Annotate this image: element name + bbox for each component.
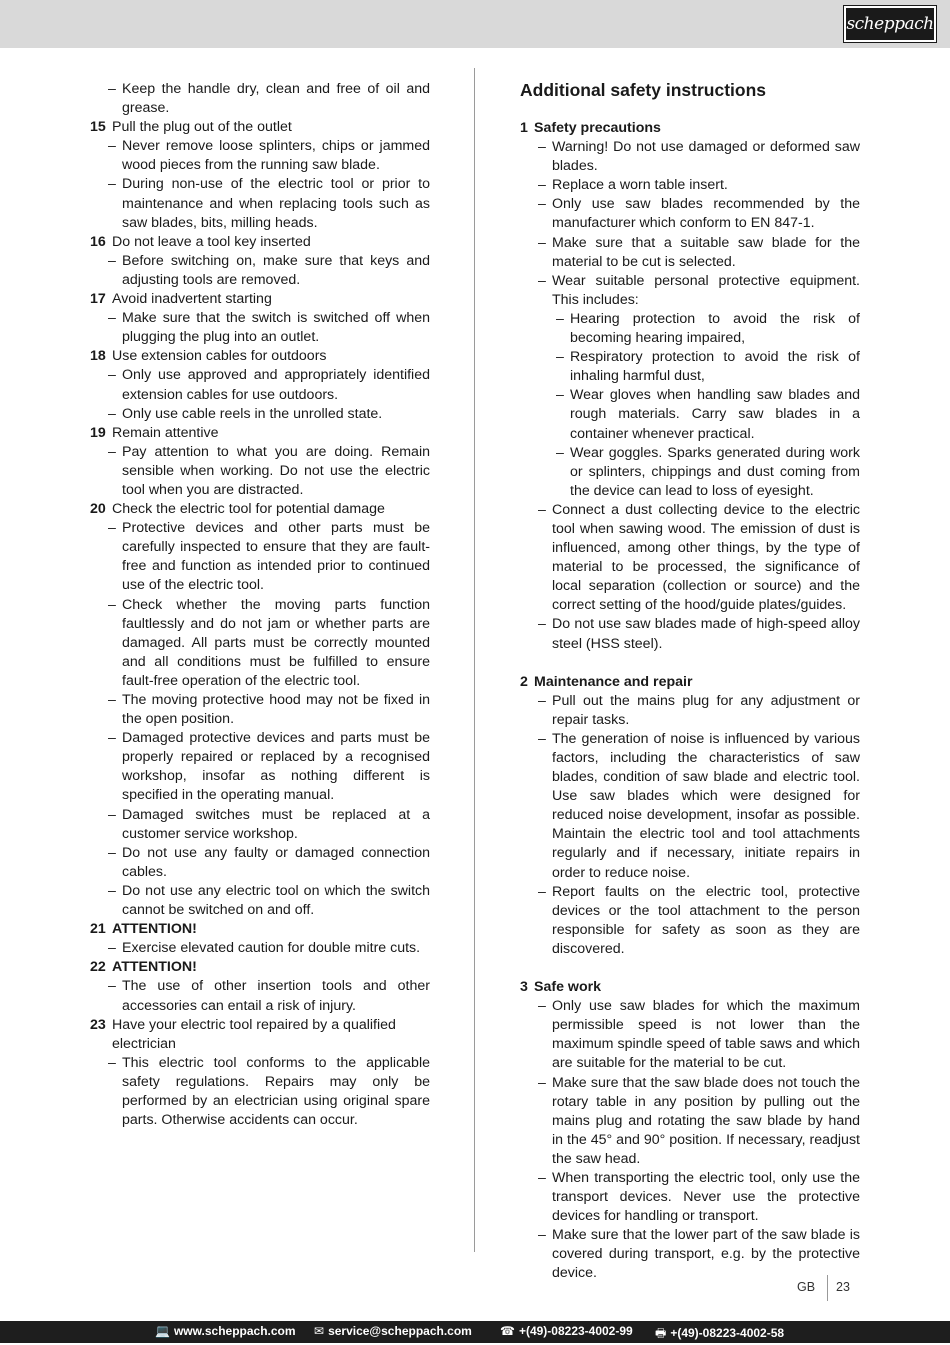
dash-bullet: – — [538, 730, 546, 747]
instruction-title: Pull the plug out of the outlet — [112, 119, 292, 136]
bullet-text: Wear goggles. Sparks generated during work or splinters, chippings and dust coming from the device can lead to loss of eyesight. — [570, 444, 860, 499]
bullet-item — [90, 519, 430, 595]
dash-bullet: – — [538, 139, 546, 156]
bullet-item — [90, 252, 430, 290]
dash-bullet: – — [556, 387, 564, 404]
bullet-text: Report faults on the electric tool, protective devices or the tool attachment to the person responsible for safety as soon as they are discovered. — [552, 883, 860, 957]
bullet-item — [90, 729, 430, 805]
instruction-number: 20 — [90, 501, 106, 518]
bullet-item — [90, 939, 430, 958]
fax-contact — [655, 1324, 784, 1345]
dash-bullet: – — [108, 310, 116, 327]
section-title-row — [520, 673, 860, 692]
numbered-instruction — [90, 500, 430, 519]
bullet-item — [520, 1226, 860, 1283]
dash-bullet: – — [108, 730, 116, 747]
dash-bullet: – — [108, 443, 116, 460]
bullet-text: Exercise elevated caution for double mitre cuts. — [122, 940, 421, 957]
dash-bullet: – — [108, 138, 116, 155]
bullet-text: Keep the handle dry, clean and free of oil and grease. — [122, 81, 430, 117]
dash-bullet: – — [108, 844, 116, 861]
bullet-item — [90, 691, 430, 729]
section-spacer — [520, 959, 860, 978]
bullet-text: Wear suitable personal protective equipment. This includes: — [552, 272, 860, 308]
dash-bullet: – — [556, 444, 564, 461]
bullet-text: Check whether the moving parts function faultlessly and do not jam or whether parts are damaged. All parts must be correctly mounted and all conditions must be fulfilled to ensure fault-free operation of the electric tool. — [122, 596, 430, 689]
column-divider — [474, 68, 475, 1252]
left-column — [90, 80, 430, 1130]
website-text: www.scheppach.com — [173, 1324, 296, 1338]
bullet-text: Protective devices and other parts must be carefully inspected to ensure that they are fault-free and function as intended prior to continued use of the electric tool. — [122, 520, 430, 594]
bullet-text: The moving protective hood may not be fixed in the open position. — [122, 692, 430, 728]
bullet-item — [520, 386, 860, 443]
instruction-number: 21 — [90, 921, 106, 938]
dash-bullet: – — [108, 405, 116, 422]
dash-bullet: – — [538, 1074, 546, 1091]
dash-bullet: – — [108, 882, 116, 899]
bullet-text: Damaged protective devices and parts must be properly repaired or replaced by a recognised workshop, insofar as nothing different is specified in the operating manual. — [122, 730, 430, 804]
bullet-text: Before switching on, make sure that keys and adjusting tools are removed. — [122, 252, 430, 288]
bullet-item — [520, 272, 860, 310]
dash-bullet: – — [556, 349, 564, 366]
bullet-text: Do not use any electric tool on which the switch cannot be switched on and off. — [122, 882, 430, 919]
section-title-row — [520, 119, 860, 138]
scheppach-logo: scheppach — [844, 6, 936, 42]
dash-bullet: – — [108, 806, 116, 823]
dash-bullet: – — [108, 81, 116, 97]
bullet-text: Do not use saw blades made of high-speed alloy steel (HSS steel). — [552, 616, 860, 652]
dash-bullet: – — [108, 940, 116, 957]
bullet-text: Respiratory protection to avoid the risk of inhaling harmful dust, — [570, 349, 860, 385]
bullet-item — [520, 615, 860, 653]
bullet-text: Make sure that the saw blade does not touch the rotary table in any position by pulling out the mains plug and rotating the saw blade by hand in the 45° and 90° position. If necessary, readjust the saw head. — [552, 1074, 860, 1167]
website-contact[interactable] — [155, 1324, 296, 1338]
bullet-item — [90, 137, 430, 175]
instruction-title: Check the electric tool for potential damage — [112, 501, 385, 518]
dash-bullet: – — [108, 978, 116, 995]
bullet-item — [90, 596, 430, 691]
bullet-item — [90, 882, 430, 920]
bullet-text: Never remove loose splinters, chips or jammed wood pieces from the running saw blade. — [122, 138, 430, 174]
top-header-bar — [0, 0, 950, 48]
instruction-title: ATTENTION! — [112, 921, 197, 938]
instruction-number: 15 — [90, 119, 106, 136]
numbered-instruction — [90, 920, 430, 939]
fax-text: +(49)-08223-4002-58 — [670, 1326, 785, 1340]
instruction-title: Remain attentive — [112, 424, 219, 441]
section-number: 1 — [520, 120, 528, 136]
instruction-title: ATTENTION! — [112, 959, 197, 976]
bullet-text: Wear gloves when handling saw blades and rough materials. Carry saw blades in a container whenever practical. — [570, 387, 860, 442]
numbered-instruction — [90, 958, 430, 977]
bullet-item — [520, 348, 860, 386]
phone-contact — [500, 1324, 633, 1338]
bullet-text: Only use saw blades for which the maximum permissible speed is not lower than the maximum spindle speed of table saws and which are suitable for the material to be cut. — [552, 998, 860, 1072]
fax-icon: 🖶 — [655, 1326, 667, 1340]
language-code: GB — [797, 1280, 816, 1294]
bullet-item — [90, 80, 430, 118]
bullet-item — [90, 977, 430, 1015]
envelope-icon: ✉ — [314, 1324, 325, 1338]
bullet-text: Make sure that a suitable saw blade for the material to be cut is selected. — [552, 234, 860, 270]
bullet-item — [520, 234, 860, 272]
bullet-text: Only use cable reels in the unrolled state. — [122, 405, 383, 422]
dash-bullet: – — [538, 234, 546, 251]
bullet-text: Replace a worn table insert. — [552, 177, 728, 194]
bullet-item — [520, 730, 860, 883]
contact-bar — [0, 1321, 950, 1343]
dash-bullet: – — [108, 692, 116, 708]
section-title: Safe work — [534, 979, 602, 996]
bullet-text: This electric tool conforms to the applicable safety regulations. Repairs may only be performed by an electrician using original spare parts. Otherwise accidents can occur. — [122, 1054, 430, 1129]
section-spacer — [520, 654, 860, 673]
bullet-item — [90, 309, 430, 347]
bullet-text: During non-use of the electric tool or prior to maintenance and when replacing tools such as saw blades, bits, milling heads. — [122, 176, 430, 231]
dash-bullet: – — [538, 177, 546, 194]
bullet-item — [520, 883, 860, 959]
right-column — [520, 80, 860, 1284]
bullet-text: Connect a dust collecting device to the electric tool when sawing wood. The emission of dust is influenced, among other things, by the type of material to be processed, the significance of local separation (collection or source) and the correct setting of the hood/guide plates/guides. — [552, 501, 860, 614]
section-title: Safety precautions — [534, 120, 661, 136]
instruction-title: Do not leave a tool key inserted — [112, 233, 311, 250]
bullet-item — [520, 195, 860, 233]
numbered-instruction — [90, 290, 430, 309]
dash-bullet: – — [538, 272, 546, 289]
dash-bullet: – — [538, 616, 546, 633]
numbered-instruction — [90, 1016, 430, 1054]
bullet-item — [520, 1169, 860, 1226]
section-heading: Additional safety instructions — [520, 80, 766, 100]
bullet-text: Only use saw blades recommended by the manufacturer which conform to EN 847-1. — [552, 196, 860, 232]
bullet-text: Make sure that the switch is switched off when plugging the plug into an outlet. — [122, 310, 430, 346]
bullet-item — [520, 176, 860, 195]
numbered-instruction — [90, 347, 430, 366]
dash-bullet: – — [108, 1054, 116, 1071]
dash-bullet: – — [538, 692, 546, 709]
bullet-item — [520, 692, 860, 730]
bullet-text: Only use approved and appropriately identified extension cables for use outdoors. — [122, 367, 430, 403]
bullet-text: Make sure that the lower part of the saw blade is covered during transport, e.g. by the protective device. — [552, 1227, 860, 1282]
bullet-text: When transporting the electric tool, only use the transport devices. Never use the protective devices for handling or transport. — [552, 1169, 860, 1225]
instruction-number: 23 — [90, 1016, 106, 1033]
bullet-text: Hearing protection to avoid the risk of becoming hearing impaired, — [570, 310, 860, 347]
bullet-item — [90, 405, 430, 424]
numbered-instruction — [90, 233, 430, 252]
instruction-title: Use extension cables for outdoors — [112, 348, 327, 365]
bullet-text: Do not use any faulty or damaged connection cables. — [122, 844, 430, 880]
section-number: 2 — [520, 673, 528, 690]
bullet-item — [520, 501, 860, 616]
dash-bullet: – — [538, 998, 546, 1015]
instruction-title: Have your electric tool repaired by a qualified electrician — [112, 1016, 396, 1052]
bullet-item — [90, 806, 430, 844]
bullet-text: Damaged switches must be replaced at a customer service workshop. — [122, 806, 430, 842]
bullet-item — [520, 444, 860, 501]
bullet-item — [520, 1074, 860, 1169]
dash-bullet: – — [538, 883, 546, 900]
instruction-number: 18 — [90, 348, 106, 365]
bullet-item — [520, 310, 860, 348]
dash-bullet: – — [538, 196, 546, 213]
bullet-text: Pull out the mains plug for any adjustment or repair tasks. — [552, 692, 860, 728]
section-number: 3 — [520, 979, 528, 996]
computer-icon: 💻 — [155, 1324, 170, 1338]
bullet-item — [90, 1054, 430, 1130]
section-title: Maintenance and repair — [534, 673, 693, 690]
dash-bullet: – — [108, 252, 116, 269]
numbered-instruction — [90, 424, 430, 443]
bullet-text: The generation of noise is influenced by various factors, including the characteristics of saw blades, condition of saw blade and electric tool. Use saw blades which were designed for reduced noise development, insofar as possible. Maintain the electric tool and tool attachments regularly and if necessary, initiate repairs in order to reduce noise. — [552, 730, 860, 881]
bullet-text: The use of other insertion tools and other accessories can entail a risk of injury. — [122, 978, 430, 1014]
email-contact[interactable] — [314, 1324, 472, 1338]
bullet-item — [90, 366, 430, 404]
dash-bullet: – — [108, 596, 116, 613]
phone-text: +(49)-08223-4002-99 — [518, 1324, 633, 1338]
bullet-text: Warning! Do not use damaged or deformed saw blades. — [552, 139, 860, 175]
instruction-number: 16 — [90, 233, 106, 250]
numbered-instruction — [90, 118, 430, 137]
section-title-row — [520, 978, 860, 997]
bullet-item — [520, 997, 860, 1073]
dash-bullet: – — [108, 176, 116, 193]
instruction-number: 17 — [90, 291, 106, 308]
footer-separator — [827, 1275, 828, 1301]
bullet-text: Pay attention to what you are doing. Remain sensible when working. Do not use the electric tool when you are distracted. — [122, 443, 430, 498]
dash-bullet: – — [556, 310, 564, 327]
email-text: service@scheppach.com — [328, 1324, 472, 1338]
telephone-icon: ☎ — [500, 1324, 515, 1338]
dash-bullet: – — [538, 1227, 546, 1244]
dash-bullet: – — [108, 520, 116, 537]
instruction-number: 22 — [90, 959, 106, 976]
instruction-title: Avoid inadvertent starting — [112, 291, 272, 308]
instruction-number: 19 — [90, 424, 106, 441]
safety-sections — [520, 119, 860, 1284]
page-number: 23 — [836, 1280, 850, 1294]
dash-bullet: – — [538, 501, 546, 518]
bullet-item — [520, 138, 860, 176]
bullet-item — [90, 443, 430, 500]
bullet-item — [90, 175, 430, 232]
dash-bullet: – — [108, 367, 116, 384]
dash-bullet: – — [538, 1169, 546, 1186]
bullet-item — [90, 844, 430, 882]
